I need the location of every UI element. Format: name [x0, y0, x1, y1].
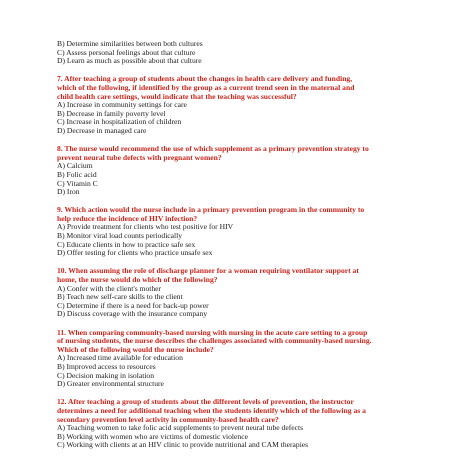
question-10	[57, 267, 457, 319]
answer-option: A) Calcium	[57, 161, 93, 171]
answer-option: B) Folic acid	[57, 169, 97, 179]
question-text: help reduce the incidence of HIV infection?	[57, 213, 198, 223]
question-text: of nursing students, the nurse describes the challenges associated with community-based nursing.	[57, 336, 372, 346]
answer-option: D) Greater environmental structure	[57, 379, 164, 389]
question-8	[57, 145, 457, 197]
answer-option: C) Increase in hospitalization of children	[57, 117, 182, 127]
answer-option: B) Teach new self-care skills to the client	[57, 292, 183, 302]
question-text: prevent neural tube defects with pregnant women?	[57, 152, 222, 162]
answer-option: C) Decision making in isolation	[57, 370, 155, 380]
previous-question-options	[57, 40, 457, 66]
answer-option: A) Confer with the client's mother	[57, 283, 162, 293]
question-text: 9. Which action would the nurse include in a primary prevention program in the community to	[57, 205, 365, 215]
question-text: 7. After teaching a group of students about the changes in health care delivery and funding,	[57, 74, 353, 84]
answer-option: D) Discuss coverage with the insurance company	[57, 309, 208, 319]
answer-option: B) Improved access to resources	[57, 361, 156, 371]
answer-option: A) Increase in community settings for care	[57, 100, 187, 110]
answer-option: C) Assess personal feelings about that culture	[57, 47, 196, 57]
answer-option: A) Increased time available for education	[57, 353, 183, 363]
question-text: which of the following, if identified by the group as a current trend seen in the maternal and	[57, 82, 355, 92]
document-page	[57, 40, 457, 450]
answer-option: C) Determine if there is a need for back-up power	[57, 300, 209, 310]
question-text: 10. When assuming the role of discharge planner for a woman requiring ventilator support at	[57, 266, 359, 276]
question-text: 12. After teaching a group of students about the different levels of prevention, the instructor	[57, 397, 354, 407]
answer-option: A) Provide treatment for clients who test positive for HIV	[57, 222, 234, 232]
question-text: 8. The nurse would recommend the use of which supplement as a primary prevention strategy to	[57, 144, 369, 154]
answer-option: B) Decrease in family poverty level	[57, 108, 166, 118]
answer-option: C) Working with clients at an HIV clinic to provide nutritional and CAM therapies	[57, 440, 309, 450]
answer-option: B) Determine similarities between both cultures	[57, 39, 203, 48]
question-text: determines a need for additional teaching when the students identify which of the following as a	[57, 405, 366, 415]
question-text: child health care settings, would indicate that the teaching was successful?	[57, 91, 297, 101]
answer-option: C) Educate clients in how to practice safe sex	[57, 239, 196, 249]
question-7	[57, 75, 457, 135]
question-11	[57, 329, 457, 389]
question-9	[57, 206, 457, 258]
answer-option: D) Iron	[57, 187, 80, 197]
answer-option: A) Teaching women to take folic acid supplements to prevent neural tube defects	[57, 423, 304, 433]
answer-option: D) Offer testing for clients who practice unsafe sex	[57, 248, 213, 258]
answer-option: D) Learn as much as possible about that culture	[57, 56, 202, 66]
question-text: 11. When comparing community-based nursing with nursing in the acute care setting to a group	[57, 327, 368, 337]
question-text: Which of the following would the nurse include?	[57, 344, 214, 354]
question-12	[57, 398, 457, 450]
question-text: secondary prevention level activity in community-based health care?	[57, 414, 279, 424]
answer-option: D) Decrease in managed care	[57, 125, 147, 135]
answer-option: C) Vitamin C	[57, 178, 98, 188]
answer-option: B) Working with women who are victims of domestic violence	[57, 431, 248, 441]
question-text: home, the nurse would do which of the following?	[57, 275, 218, 285]
answer-option: B) Monitor viral load counts periodically	[57, 231, 183, 241]
